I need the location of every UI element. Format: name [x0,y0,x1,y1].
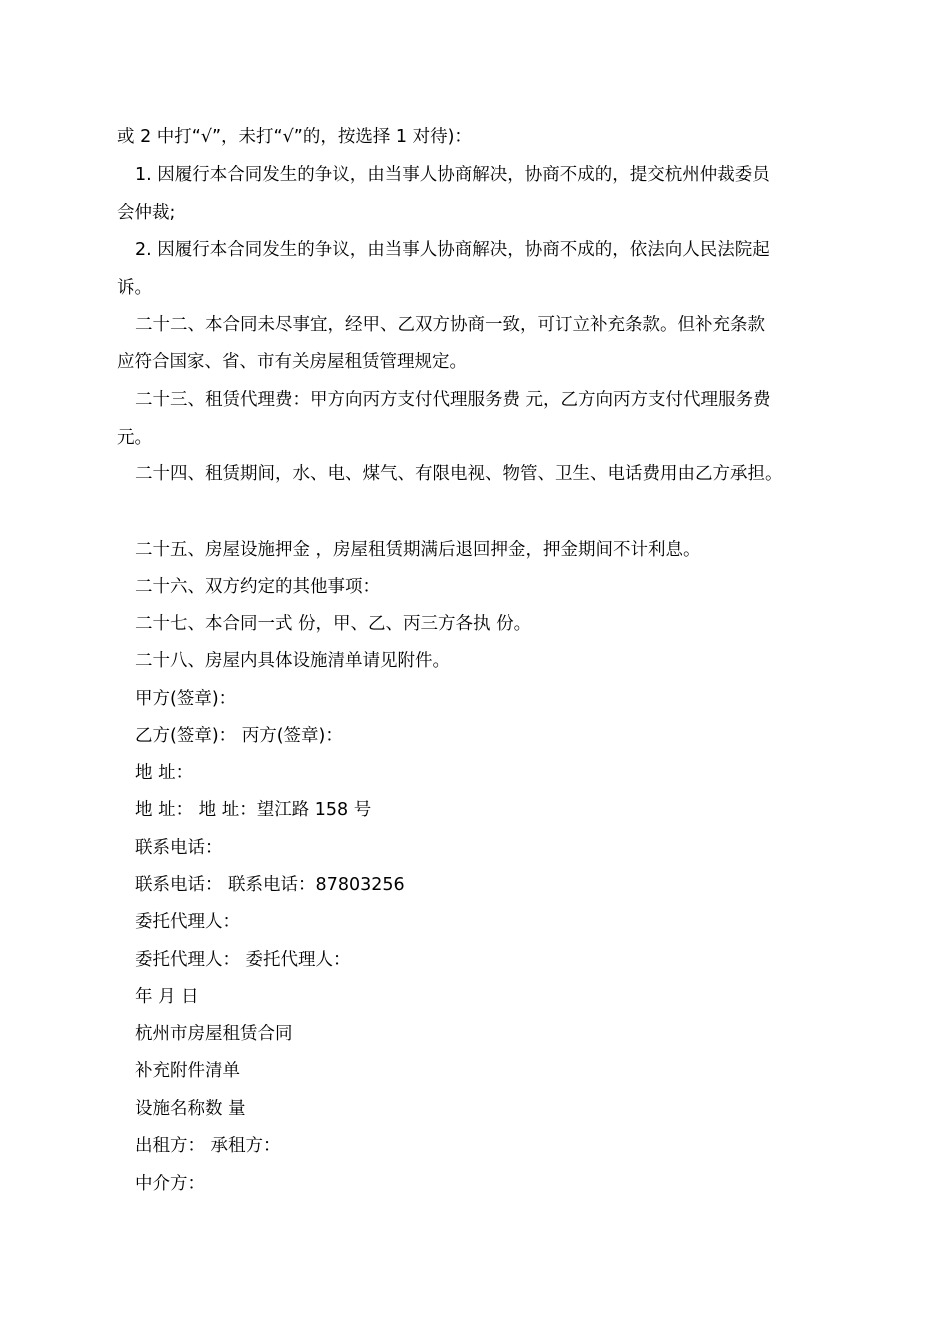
text-line: 二十七、本合同一式 份，甲、乙、丙三方各执 份。 [135,614,532,634]
text-line: 元。 [117,428,152,448]
party-label: 中介方： [135,1174,205,1194]
phone-label: 联系电话： [135,838,223,858]
text-line: 1. 因履行本合同发生的争议，由当事人协商解决，协商不成的，提交杭州仲裁委员 [135,165,770,185]
address-label: 地 址： [135,763,194,783]
text-line: 二十五、房屋设施押金 ，房屋租赁期满后退回押金，押金期间不计利息。 [135,540,701,560]
text-line: 二十二、本合同未尽事宜，经甲、乙双方协商一致，可订立补充条款。但补充条款 [135,315,765,335]
contract-title: 杭州市房屋租赁合同 [135,1024,293,1044]
signature-label: 甲方(签章)： [135,689,237,709]
party-label: 出租方： 承租方： [135,1136,281,1156]
text-line: 应符合国家、省、市有关房屋租赁管理规定。 [117,352,467,372]
text-line: 二十六、双方约定的其他事项： [135,577,380,597]
date-line: 年 月 日 [135,987,199,1007]
attachment-title: 补充附件清单 [135,1061,240,1081]
text-line: 诉。 [117,278,152,298]
agent-label: 委托代理人： [135,912,240,932]
text-line: 二十八、房屋内具体设施清单请见附件。 [135,651,450,671]
text-line: 二十四、租赁期间，水、电、煤气、有限电视、物管、卫生、电话费用由乙方承担。 [135,464,783,484]
text-line: 会仲裁; [117,203,176,223]
signature-label: 乙方(签章)： 丙方(签章)： [135,726,343,746]
text-line: 2. 因履行本合同发生的争议，由当事人协商解决，协商不成的，依法向人民法院起 [135,240,770,260]
table-header: 设施名称数 量 [135,1099,246,1119]
address-label: 地 址： 地 址：望江路 158 号 [135,800,372,820]
text-line: 或 2 中打“√”，未打“√”的，按选择 1 对待)： [117,127,472,147]
text-line: 二十三、租赁代理费：甲方向丙方支付代理服务费 元，乙方向丙方支付代理服务费 [135,390,771,410]
phone-label: 联系电话： 联系电话：87803256 [135,875,405,895]
agent-label: 委托代理人： 委托代理人： [135,950,351,970]
